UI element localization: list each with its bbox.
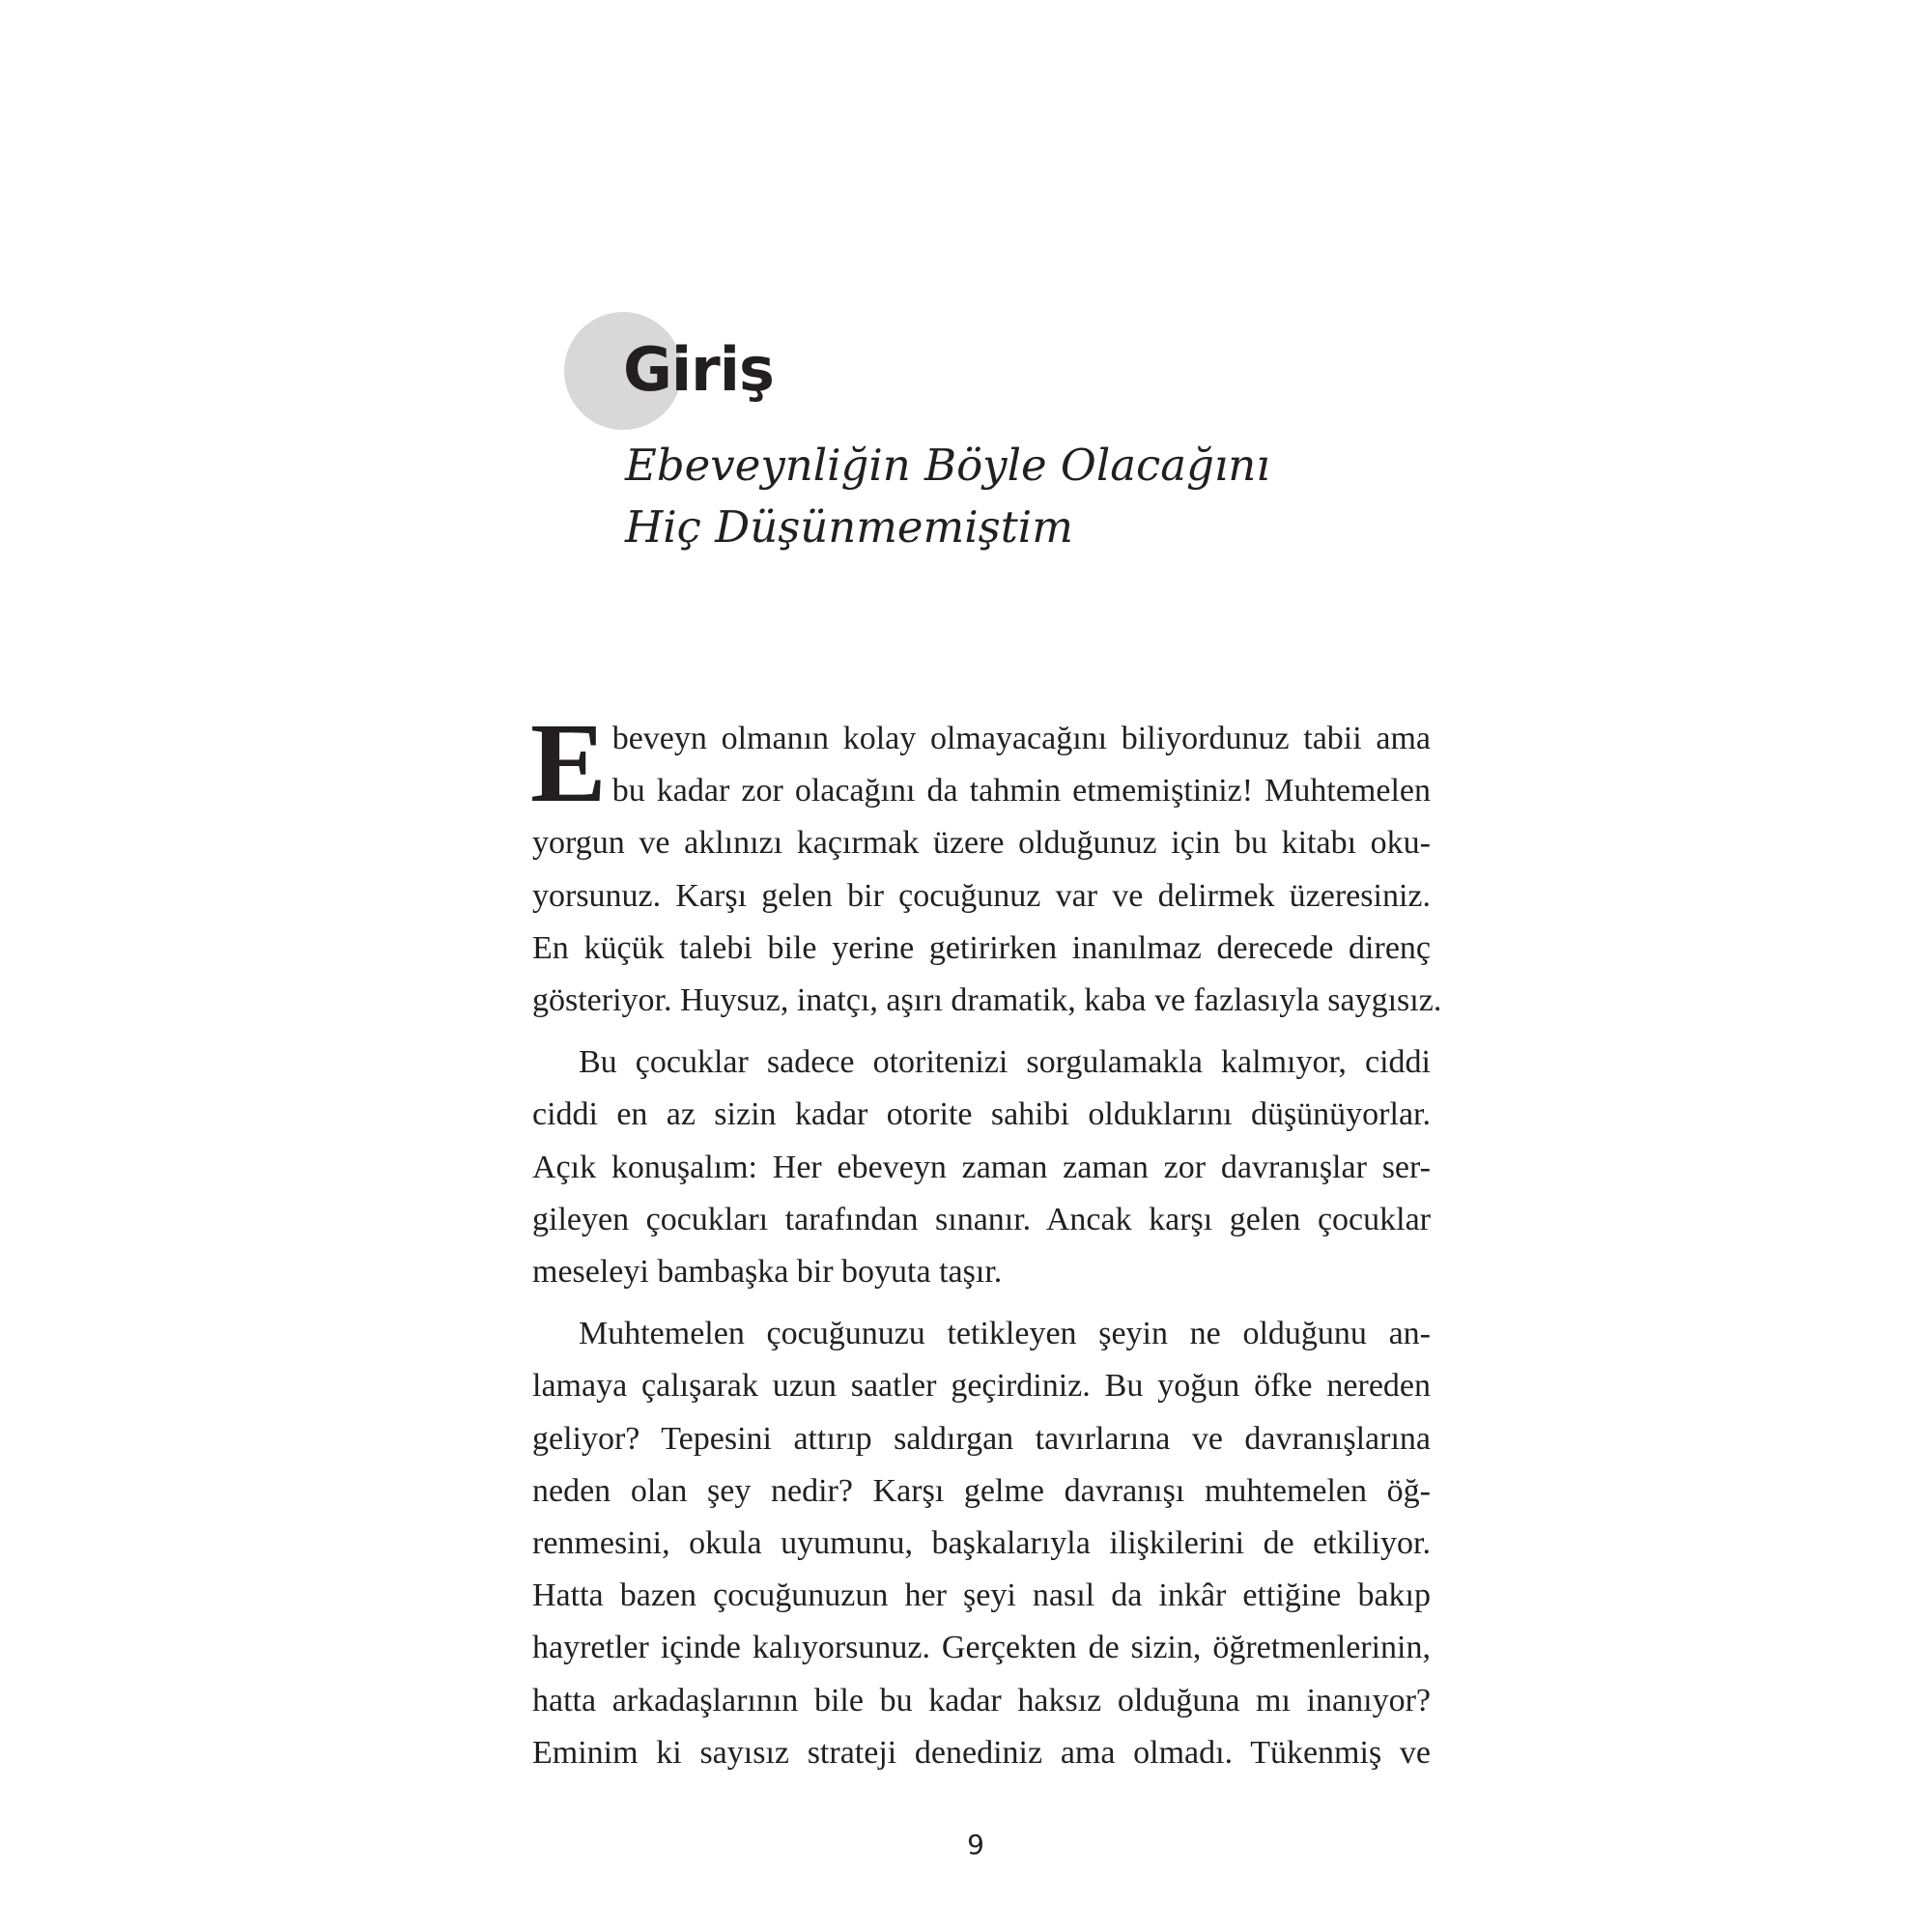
- text-line: gösteriyor. Huysuz, inatçı, aşırı dramatik, kaba ve fazlasıyla saygısız.: [532, 982, 1442, 1019]
- paragraph-2: [532, 1037, 1431, 1298]
- page-number: 9: [967, 1829, 984, 1861]
- text-line: Hatta bazen çocuğunuzun her şeyi nasıl da inkâr ettiğine bakıp: [532, 1577, 1431, 1614]
- text-line: bu kadar zor olacağını da tahmin etmemiştiniz! Muhtemelen: [611, 773, 1431, 810]
- text-line: En küçük talebi bile yerine getirirken inanılmaz derecede direnç: [532, 929, 1431, 966]
- text-line: Eminim ki sayısız strateji denediniz ama olmadı. Tükenmiş ve: [532, 1734, 1431, 1771]
- text-line: hatta arkadaşlarının bile bu kadar haksız olduğuna mı inanıyor?: [532, 1682, 1431, 1719]
- text-line: geliyor? Tepesini attırıp saldırgan tavırlarına ve davranışlarına: [532, 1420, 1431, 1457]
- paragraph-1: [530, 699, 1442, 1027]
- text-line: yorgun ve aklınızı kaçırmak üzere olduğunuz için bu kitabı oku-: [532, 825, 1431, 862]
- text-line: Muhtemelen çocuğunuzu tetikleyen şeyin ne olduğunu an-: [579, 1316, 1431, 1352]
- text-line: ciddi en az sizin kadar otorite sahibi olduklarını düşünüyorlar.: [532, 1096, 1431, 1133]
- text-line: renmesini, okula uyumunu, başkalarıyla ilişkilerini de etkiliyor.: [532, 1525, 1431, 1562]
- text-line: neden olan şey nedir? Karşı gelme davranışı muhtemelen öğ-: [532, 1472, 1431, 1509]
- text-line: gileyen çocukları tarafından sınanır. Ancak karşı gelen çocuklar: [532, 1201, 1431, 1237]
- text-line: hayretler içinde kalıyorsunuz. Gerçekten de sizin, öğretmenlerinin,: [532, 1630, 1431, 1666]
- text-line: yorsunuz. Karşı gelen bir çocuğunuz var ve delirmek üzeresiniz.: [532, 877, 1431, 914]
- chapter-title: Giriş: [623, 334, 774, 405]
- body-text: [530, 699, 1442, 1779]
- text-line: meseleyi bambaşka bir boyuta taşır.: [532, 1254, 1003, 1291]
- text-line: Açık konuşalım: Her ebeveyn zaman zaman zor davranışlar ser-: [532, 1149, 1431, 1185]
- drop-cap-letter: E: [530, 699, 607, 826]
- text-line: beveyn olmanın kolay olmayacağını biliyordunuz tabii ama: [611, 721, 1431, 756]
- chapter-subtitle-line: Ebeveynliğin Böyle Olacağını: [625, 440, 1270, 491]
- chapter-subtitle: [625, 435, 1270, 558]
- text-line: lamaya çalışarak uzun saatler geçirdiniz. Bu yoğun öfke nereden: [532, 1368, 1431, 1405]
- paragraph-3: [532, 1308, 1431, 1779]
- text-line: Bu çocuklar sadece otoritenizi sorgulamakla kalmıyor, ciddi: [579, 1044, 1431, 1081]
- chapter-subtitle-line: Hiç Düşünmemiştim: [625, 501, 1073, 553]
